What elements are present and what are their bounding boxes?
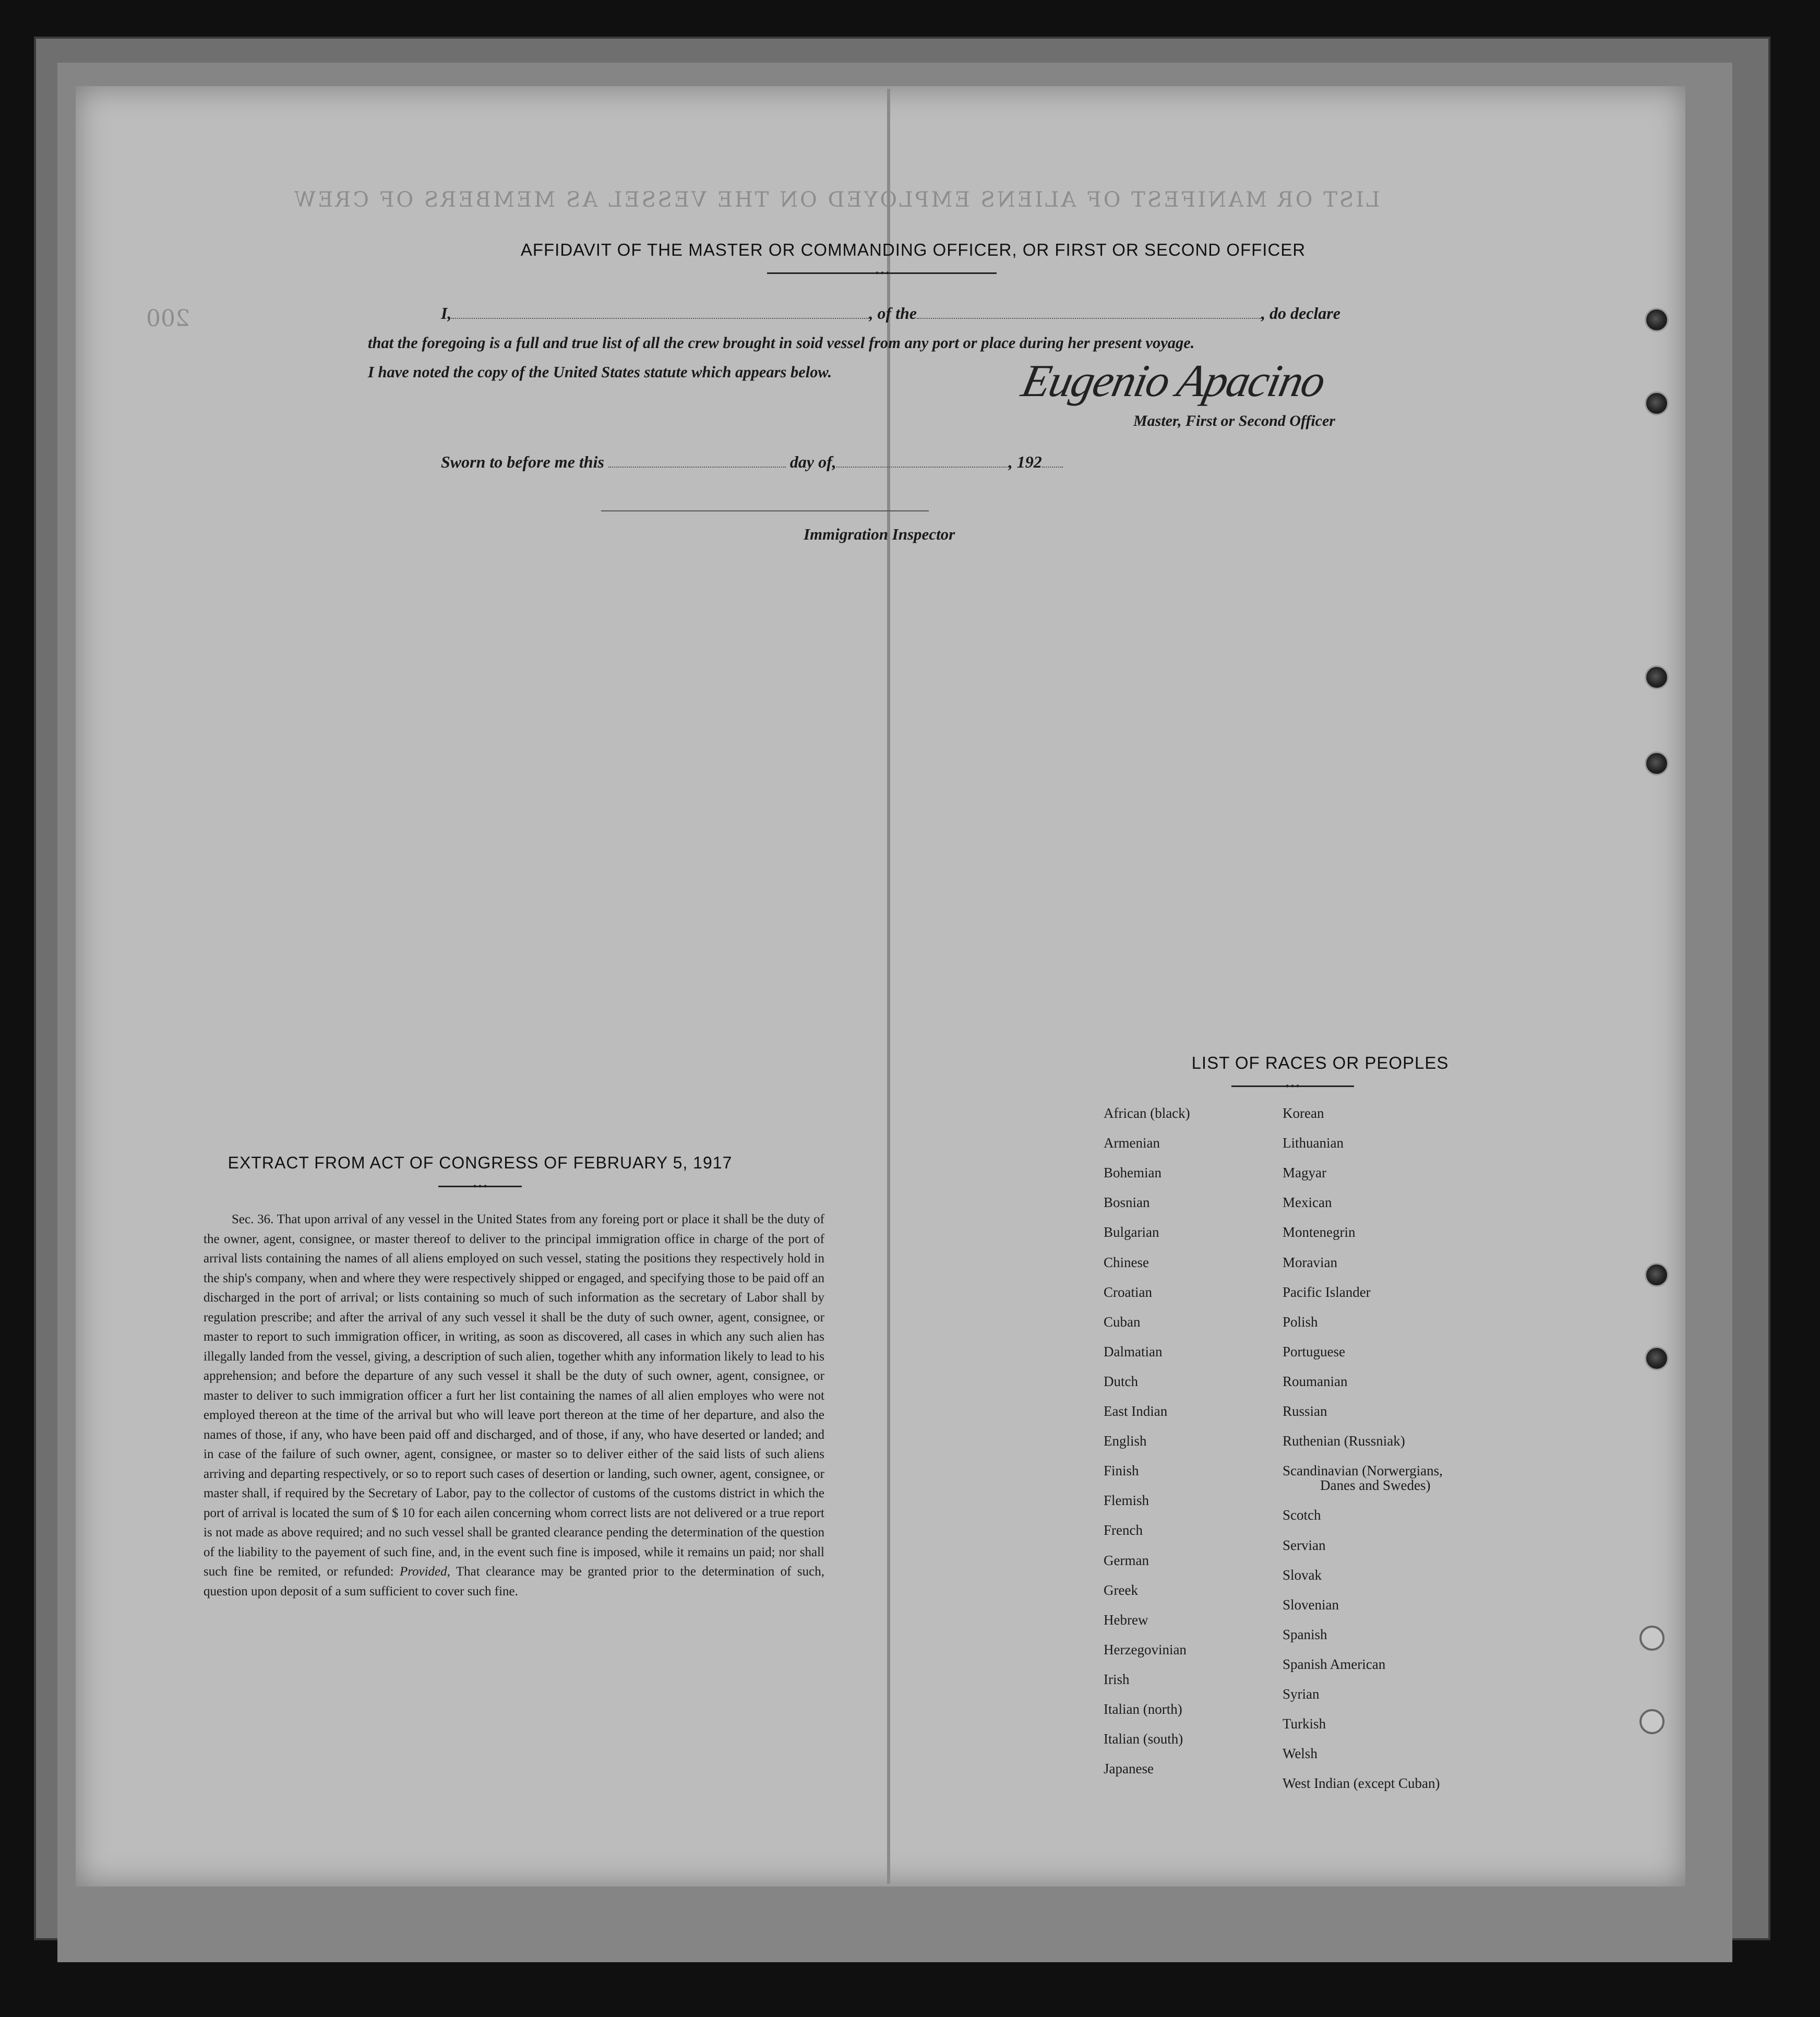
race-item: Bohemian	[1104, 1165, 1162, 1181]
sworn-month-blank	[836, 455, 1009, 468]
race-item: Spanish	[1283, 1626, 1327, 1642]
race-item: Scotch	[1283, 1507, 1321, 1523]
race-item: Russian	[1283, 1403, 1327, 1419]
sworn-day-of: day of,	[789, 452, 836, 471]
race-item: Pacific Islander	[1283, 1284, 1371, 1300]
affidavit-title: AFFIDAVIT OF THE MASTER OR COMMANDING OFFICER, OR FIRST OR SECOND OFFICER	[520, 240, 1306, 259]
declaration-declare: , do declare	[1261, 304, 1340, 323]
extract-rule-dots	[472, 1185, 488, 1188]
race-item: Flemish	[1104, 1493, 1150, 1509]
declaration-line-3: I have noted the copy of the United States statute which appears below.	[368, 363, 832, 381]
race-item: German	[1104, 1552, 1149, 1568]
race-item: Croatian	[1104, 1284, 1152, 1300]
race-item: Bulgarian	[1104, 1224, 1159, 1240]
race-item: Cuban	[1104, 1314, 1141, 1330]
name-blank	[451, 306, 869, 319]
declaration-line-1	[441, 304, 1340, 323]
race-item: Irish	[1104, 1671, 1130, 1687]
race-item: Spanish American	[1283, 1656, 1386, 1672]
binder-hole	[1645, 665, 1669, 689]
vessel-blank	[917, 306, 1261, 319]
race-item: Syrian	[1283, 1686, 1320, 1702]
race-item: Chinese	[1104, 1254, 1149, 1270]
race-item: Korean	[1283, 1105, 1324, 1121]
race-item: Montenegrin	[1283, 1224, 1356, 1240]
races-rule-dots	[1285, 1084, 1300, 1088]
race-item: Welsh	[1283, 1746, 1318, 1762]
declaration-line-2: that the foregoing is a full and true list of all the crew brought in soid vessel from any port or place during her present voyage.	[368, 334, 1195, 352]
sworn-day-blank	[608, 455, 786, 468]
race-item: Polish	[1283, 1314, 1318, 1330]
race-item: Slovak	[1283, 1567, 1322, 1583]
binder-hole-empty	[1639, 1626, 1665, 1651]
extract-title: EXTRACT FROM ACT OF CONGRESS OF FEBRUARY 5, 1917	[228, 1153, 733, 1172]
title-rule-dots	[875, 271, 890, 274]
race-item: Hebrew	[1104, 1612, 1148, 1628]
extract-section: Sec. 36.	[232, 1212, 274, 1226]
manifest-page	[76, 86, 1685, 1887]
sworn-line	[441, 452, 1063, 472]
race-item: Scandinavian (Norwergians,	[1283, 1463, 1443, 1479]
show-through-number: 200	[146, 305, 190, 332]
binder-hole	[1645, 391, 1669, 415]
race-item: Armenian	[1104, 1135, 1160, 1151]
declaration-i: I,	[441, 304, 452, 323]
race-item: Portuguese	[1283, 1343, 1345, 1359]
race-item: African (black)	[1104, 1105, 1190, 1121]
race-item: Italian (south)	[1104, 1731, 1183, 1747]
race-item: Japanese	[1104, 1761, 1154, 1777]
inspector-caption: Immigration Inspector	[804, 525, 955, 543]
binder-hole	[1645, 308, 1669, 332]
race-item: Danes and Swedes)	[1320, 1477, 1431, 1494]
race-item: Lithuanian	[1283, 1135, 1344, 1151]
race-item: Turkish	[1283, 1716, 1326, 1732]
sworn-year: , 192	[1008, 452, 1042, 471]
race-item: Mexican	[1283, 1195, 1332, 1211]
declaration-of: , of the	[869, 304, 917, 323]
race-item: Greek	[1104, 1582, 1138, 1598]
race-item: Roumanian	[1283, 1373, 1348, 1389]
officer-signature: Eugenio Apacino	[1017, 356, 1330, 407]
race-item: Italian (north)	[1104, 1701, 1182, 1717]
race-item: Dutch	[1104, 1373, 1138, 1389]
race-item: Slovenian	[1283, 1596, 1339, 1613]
race-item: Bosnian	[1104, 1195, 1150, 1211]
binder-hole	[1645, 1346, 1669, 1370]
race-item: English	[1104, 1433, 1147, 1449]
inspector-signature-line	[601, 510, 929, 511]
sworn-prefix: Sworn to before me this	[441, 452, 604, 471]
binder-hole-empty	[1639, 1709, 1665, 1734]
extract-provided: Provided,	[399, 1565, 450, 1579]
race-item: Moravian	[1283, 1254, 1337, 1270]
race-item: Dalmatian	[1104, 1343, 1163, 1359]
signature-caption: Master, First or Second Officer	[1133, 412, 1335, 429]
race-item: Ruthenian (Russniak)	[1283, 1433, 1405, 1449]
show-through-title: LIST OR MANIFEST OF ALIENS EMPLOYED ON THE VESSEL AS MEMBERS OF CREW	[292, 188, 1380, 212]
race-item: West Indian (except Cuban)	[1283, 1775, 1440, 1792]
page-fold	[887, 89, 890, 1884]
race-item: East Indian	[1104, 1403, 1168, 1419]
sworn-year-blank	[1042, 455, 1063, 468]
binder-hole	[1645, 1263, 1669, 1287]
binder-hole	[1645, 751, 1669, 775]
races-title: LIST OF RACES OR PEOPLES	[1191, 1053, 1449, 1072]
race-item: Finish	[1104, 1463, 1139, 1479]
race-item: Magyar	[1283, 1165, 1326, 1181]
extract-tail: That clearance may be granted prior to the determination of such, question upon deposit of a sum sufficient to cover such fine.	[203, 1565, 824, 1598]
extract-text: That upon arrival of any vessel in the United States from any foreing port or place it shall be the duty of the owner, agent, consignee, or master thereof to deliver to the principal immigration office in charge of the port of arrival lists containing the names of all aliens employed on such vessel, stating the positions they respectively hold in the ship's company, when and where they were respectively shipped or engaged, and specifying those to be paid off an discharged in the port of arrival; or lists containing so much of such information as the secretary of Labor shall by regulation prescribe; and after the arrival of any such vessel it shall be the duty of such owner, agent, consignee, or master to report to such immigration officer, in writing, as soon as discovered, all cases in which any such alien has illegally landed from the vessel, giving, a description of such alien, together whith any information likely to lead to his apprehension; and before the departure of any such vessel it shall be the duty of such owner, agent, consignee, or master to deliver to such immigration officer a furt her list containing the names of all alien employes who were not employed thereon at the time of the arrival but who will leave port thereon at the time of her departure, and also the names of those, if any, who have been paid off and discharged, and of those, if any, who have deserted or landed; and in case of the failure of such owner, agent, consignee, or master so to deliver either of the said lists of such aliens arriving and departing respectively, or so to report such cases of desertion or landing, such owner, agent, consignee, or master shall, if required by the Secretary of Labor, pay to the collector of customs of the customs district in which the port of arrival is located the sum of $ 10 for each ailen concerning whom correct lists are not delivered or a true report is not made as above required; and no such vessel shall be granted clearance pending the determination of the question of the liability to the payement of such fine, and, in the event such fine is imposed, while it remains un paid; nor shall such fine be remited, or refunded:	[203, 1212, 824, 1579]
race-item: French	[1104, 1522, 1143, 1538]
extract-body	[203, 1210, 824, 1601]
race-item: Servian	[1283, 1537, 1326, 1553]
race-item: Herzegovinian	[1104, 1641, 1187, 1657]
